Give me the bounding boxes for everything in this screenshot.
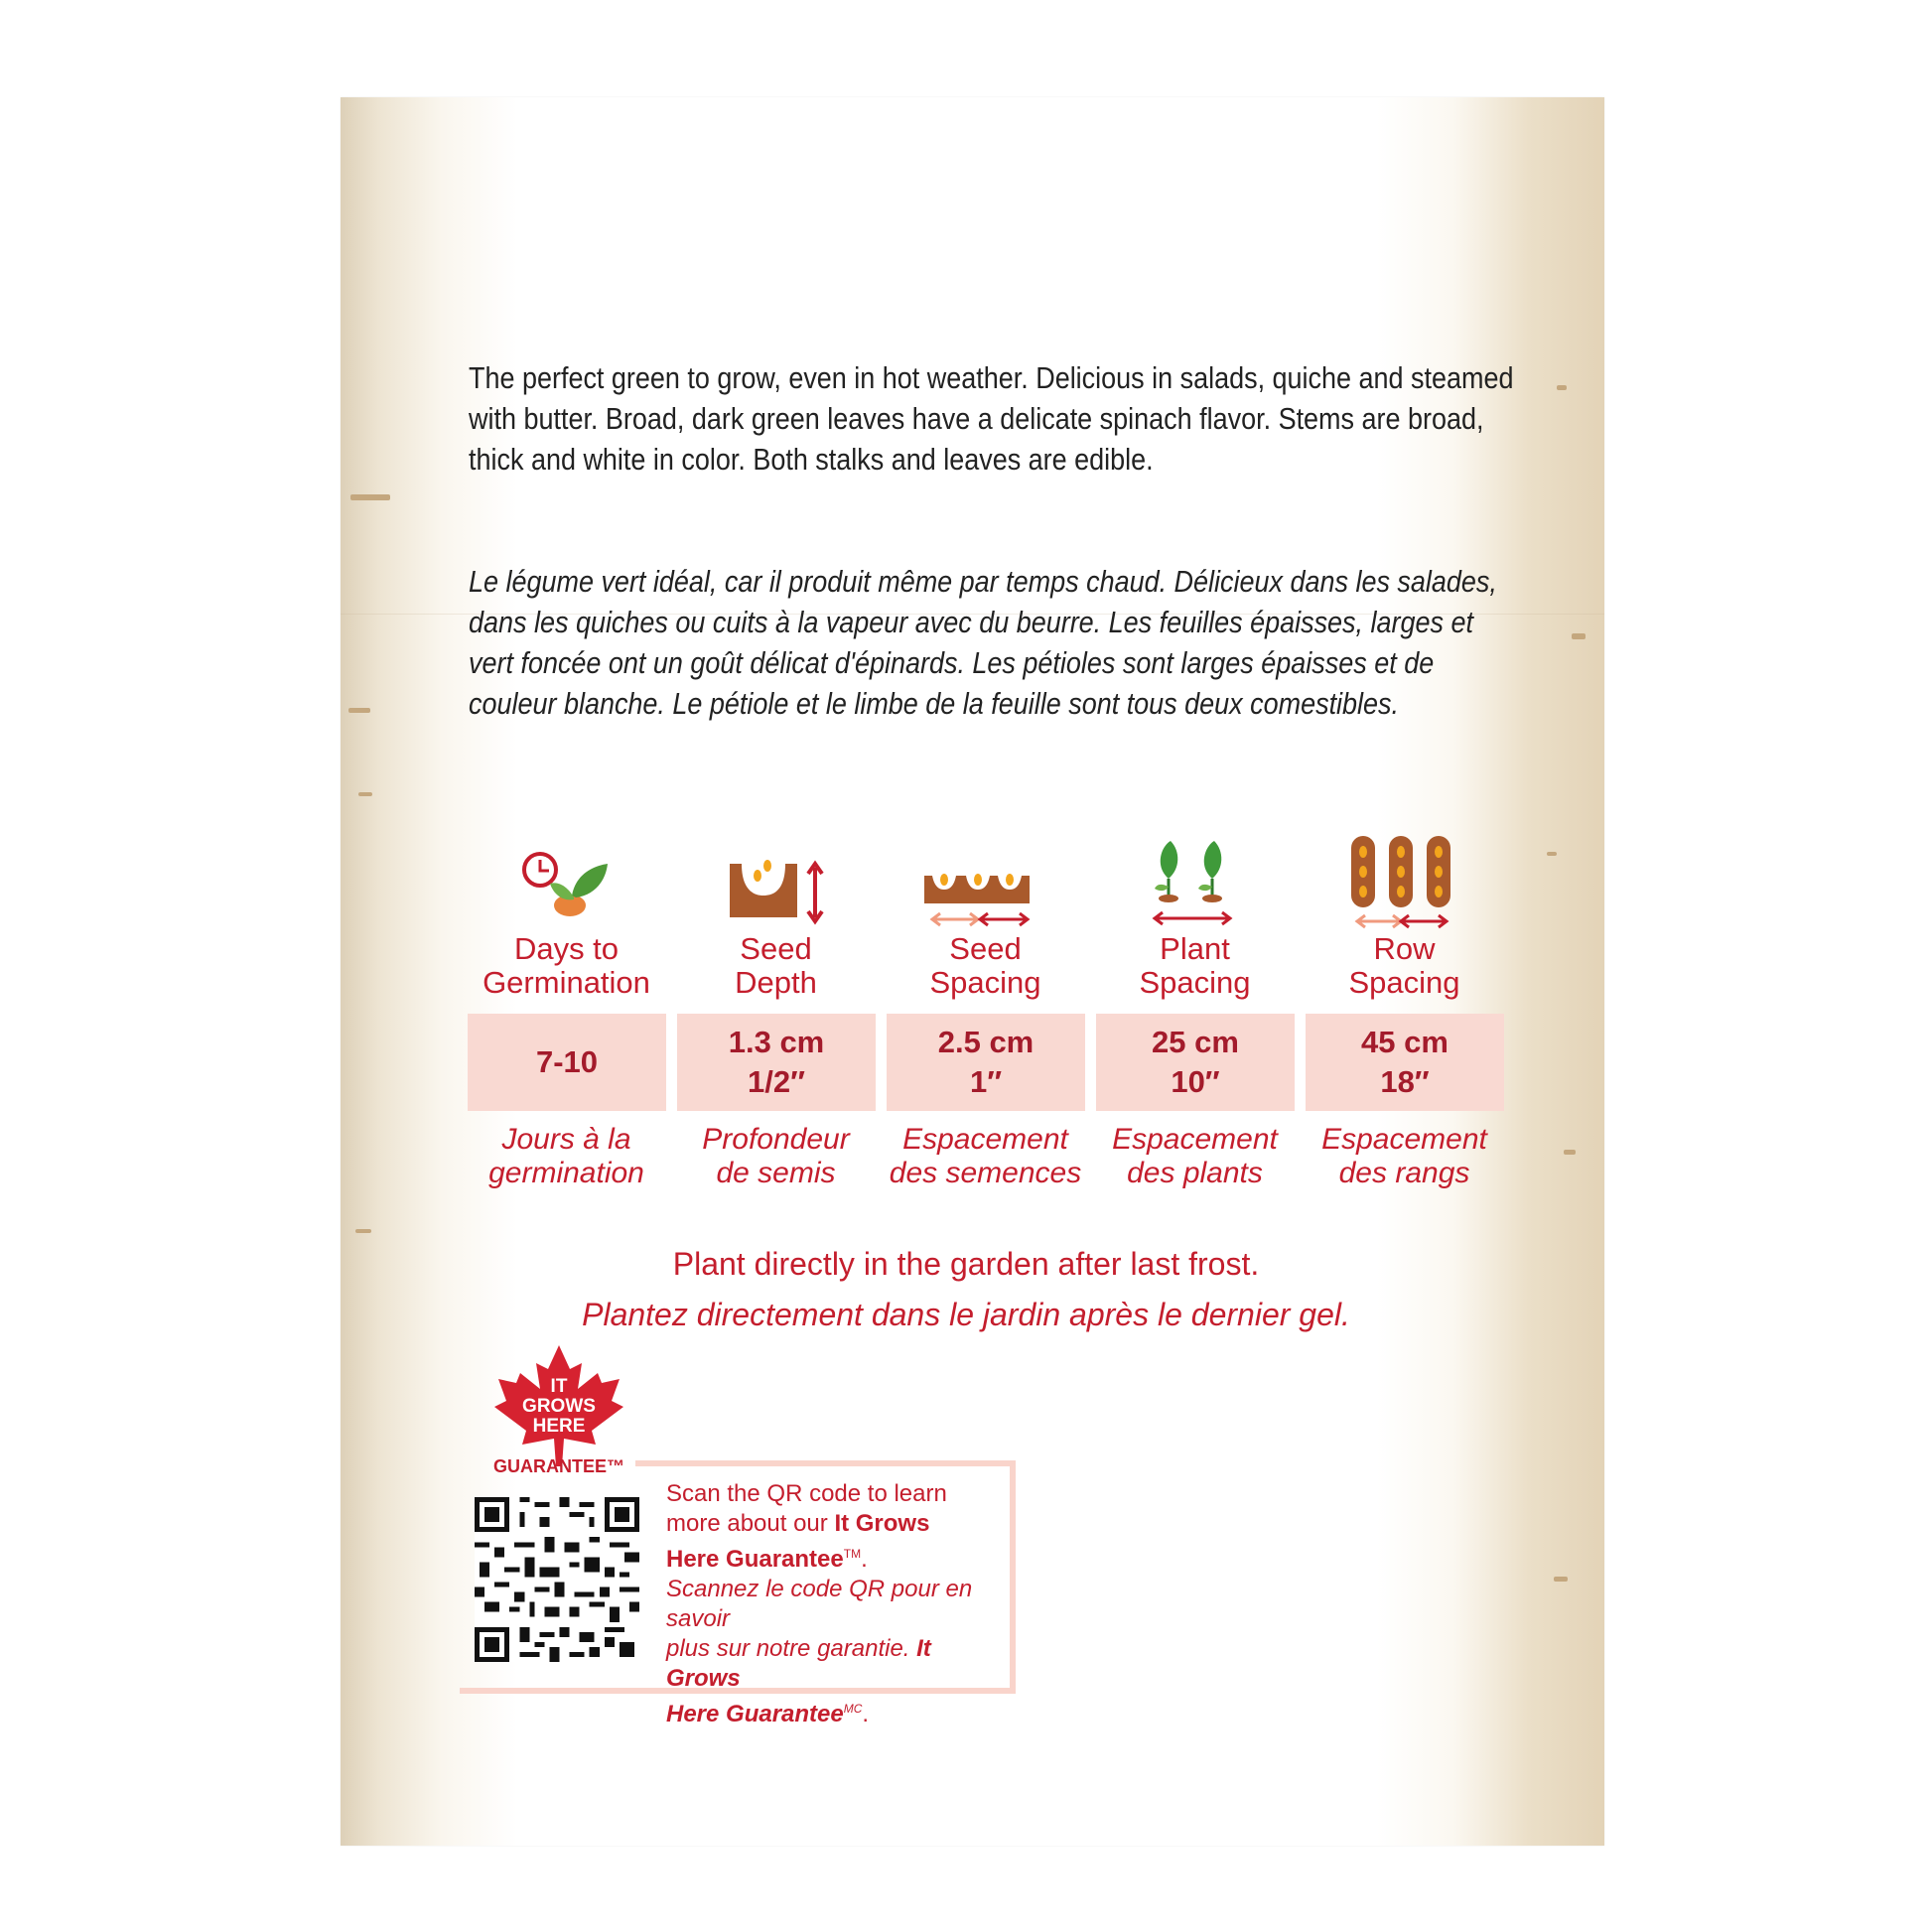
description-french: Le légume vert idéal, car il produit même par temps chaud. Délicieux dans les salades, dans les quiches ou cuits à la vapeur avec du beurre. Les feuilles épaisses, larges et vert foncée ont un goût délicat d'épinards. Les pétioles sont larges épaisses et de couleur blanche. Le pétiole et le limbe de la feuille sont tous deux comestibles. [469,564,1497,721]
qr-panel-border-right [1010,1460,1016,1694]
spec-label-germination: Days to Germination [483,931,650,1000]
spec-value-seed-depth: 1.3 cm 1/2″ [677,1014,876,1111]
seed-spacing-icon [924,862,1045,931]
planting-instruction-fr: Plantez directement dans le jardin après le dernier gel. [582,1297,1350,1332]
clock-sprout-icon [516,844,616,923]
row-spacing-icon [1345,836,1456,930]
paper-fleck [355,1229,371,1233]
qr-code[interactable] [475,1497,639,1662]
spec-label-seed-spacing: Seed Spacing [929,931,1041,1000]
badge-guarantee: GUARANTEE™ [492,1456,624,1476]
badge-text: IT GROWS HERE [522,1376,596,1437]
qr-panel-border-top [635,1460,1016,1466]
paper-fleck [1554,1577,1568,1582]
paper-fleck [1557,385,1567,390]
spec-label-row-spacing: Row Spacing [1348,931,1460,1000]
spec-label-seed-depth: Seed Depth [735,931,817,1000]
spec-label-fr-germination: Jours à la germination [488,1123,644,1189]
planting-instruction-en: Plant directly in the garden after last frost. [672,1246,1260,1282]
spec-value-row-spacing: 45 cm 18″ [1306,1014,1504,1111]
spec-label-plant-spacing: Plant Spacing [1139,931,1251,1000]
paper-fleck [1564,1150,1576,1155]
paper-fleck [348,708,370,713]
paper-fleck [358,792,372,796]
qr-panel-text: Scan the QR code to learn more about our It Grows Here Guarantee™. Scannez le code QR pour en savoir plus sur notre garantie. It Grows Here Guarantee$^{MC}$. [666,1480,973,1727]
spec-value-plant-spacing: 25 cm 10″ [1096,1014,1295,1111]
plant-spacing-icon [1151,839,1240,928]
seed-depth-icon [728,856,827,925]
spec-label-fr-seed-depth: Profondeur de semis [702,1123,850,1189]
description-english: The perfect green to grow, even in hot weather. Delicious in salads, quiche and steamed with butter. Broad, dark green leaves have a delicate spinach flavor. Stems are broad, thick and white in color. Both stalks and leaves are edible. [469,360,1514,477]
paper-fleck [1547,852,1557,856]
paper-fleck [1572,633,1586,639]
spec-value-germination: 7-10 [468,1014,666,1111]
spec-label-fr-plant-spacing: Espacement des plants [1112,1123,1278,1189]
paper-fleck [350,494,390,500]
spec-label-fr-seed-spacing: Espacement des semences [889,1123,1082,1189]
spec-label-fr-row-spacing: Espacement des rangs [1321,1123,1487,1189]
spec-value-seed-spacing: 2.5 cm 1″ [887,1014,1085,1111]
